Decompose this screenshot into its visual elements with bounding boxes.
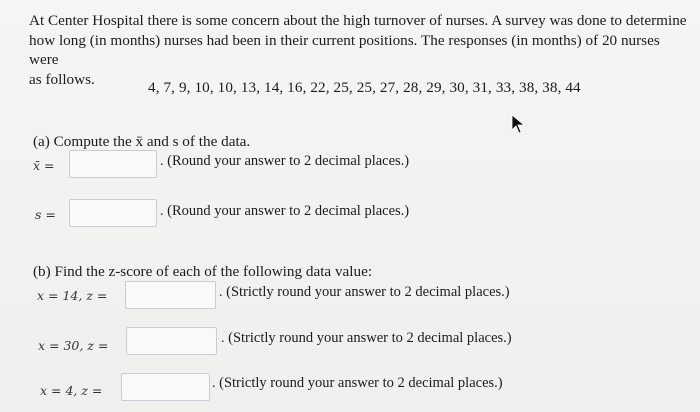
z-input-30[interactable] — [126, 327, 217, 355]
problem-line-2: how long (in months) nurses had been in their current positions. The responses (in months) of 20 nurses were — [29, 31, 660, 68]
xbar-label: x̄ = — [33, 158, 55, 173]
s-input[interactable] — [69, 199, 157, 227]
problem-line-1: At Center Hospital there is some concern about the high turnover of nurses. A survey was done to determine — [29, 12, 687, 29]
z-hint-30: . (Strictly round your answer to 2 decimal places.) — [221, 330, 512, 346]
problem-line-3: as follows. — [29, 70, 95, 88]
z-label-4: x = 4, z = — [40, 383, 103, 398]
data-values: 4, 7, 9, 10, 10, 13, 14, 16, 22, 25, 25, 27, 28, 29, 30, 31, 33, 38, 38, 44 — [148, 79, 581, 96]
problem-statement — [29, 11, 689, 89]
z-label-30: x = 30, z = — [38, 338, 109, 353]
z-hint-14: . (Strictly round your answer to 2 decimal places.) — [219, 284, 510, 300]
xbar-input[interactable] — [69, 150, 157, 178]
z-input-14[interactable] — [125, 281, 216, 309]
z-label-14: x = 14, z = — [37, 288, 108, 303]
xbar-hint: . (Round your answer to 2 decimal places.) — [160, 153, 410, 169]
s-label: s = — [35, 207, 56, 222]
z-hint-4: . (Strictly round your answer to 2 decimal places.) — [212, 375, 503, 391]
part-a-heading: (a) Compute the x̄ and s of the data. — [33, 133, 251, 150]
mouse-cursor-icon — [511, 114, 527, 134]
z-input-4[interactable] — [121, 373, 210, 401]
part-b-heading: (b) Find the z-score of each of the following data value: — [33, 263, 373, 280]
s-hint: . (Round your answer to 2 decimal places.) — [160, 203, 410, 219]
